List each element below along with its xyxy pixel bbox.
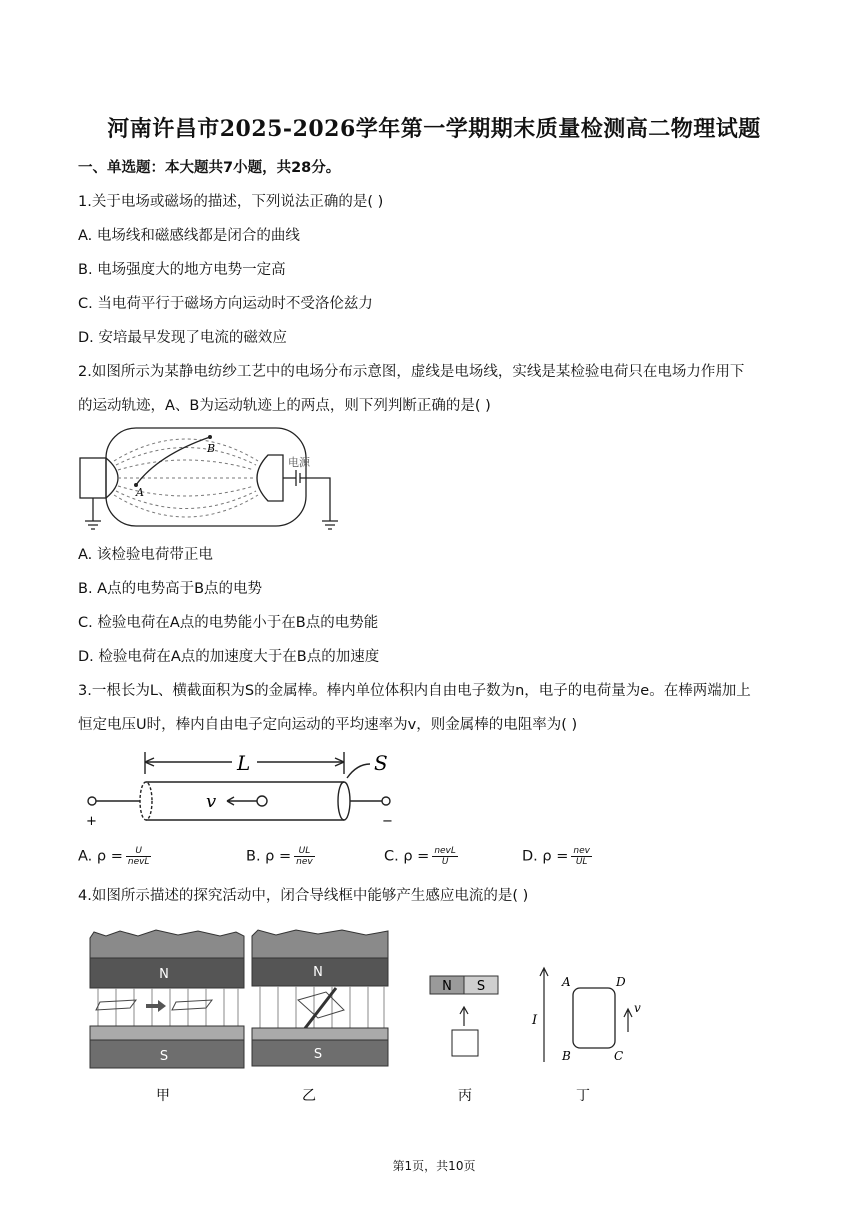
electric-field-figure <box>78 425 338 535</box>
q3-option-d-denominator: UL <box>575 857 588 867</box>
jia-label: 甲 <box>156 1088 170 1104</box>
q3-option-a-prefix: A. ρ = <box>78 848 123 865</box>
plus-terminal-label: + <box>86 814 97 829</box>
ding-point-b: B <box>562 1049 571 1063</box>
q3-option-a-fraction <box>126 846 152 867</box>
q3-option-b-numerator: UL <box>294 846 315 857</box>
q3-option-d <box>522 846 592 867</box>
q3-option-d-numerator: nev <box>573 846 590 856</box>
q3-option-c <box>384 846 458 867</box>
question-3-stem-line2: 恒定电压U时，棒内自由电子定向运动的平均速率为v，则金属棒的电阻率为( ) <box>78 717 578 733</box>
question-4-stem: 4.如图所示描述的探究活动中，闭合导线框中能够产生感应电流的是( ) <box>78 888 529 904</box>
question-1-stem: 1.关于电场或磁场的描述，下列说法正确的是( ) <box>78 194 384 210</box>
q3-option-a-numerator: U <box>126 846 152 857</box>
q3-option-a-denominator: nevL <box>127 857 150 867</box>
question-2-stem-line1: 2.如图所示为某静电纺纱工艺中的电场分布示意图，虚线是电场线，实线是某检验电荷只在电场力作用下 <box>78 364 745 380</box>
bing-label: 丙 <box>458 1088 472 1104</box>
figure-yi <box>252 930 388 1104</box>
ding-point-c: C <box>614 1049 624 1063</box>
jia-south-label: S <box>159 1049 169 1064</box>
q3-option-b <box>246 846 315 867</box>
q2-option-b: B. A点的电势高于B点的电势 <box>78 581 263 597</box>
yi-label: 乙 <box>302 1088 316 1104</box>
figure-bing <box>430 976 498 1104</box>
point-a-label: A <box>136 486 144 499</box>
jia-north-label: N <box>159 967 169 982</box>
ding-point-a: A <box>562 975 571 989</box>
page-footer: 第1页，共10页 <box>392 1159 476 1173</box>
q3-option-c-prefix: C. ρ = <box>384 848 430 865</box>
q2-option-a: A. 该检验电荷带正电 <box>78 547 213 563</box>
bing-north-label: N <box>442 979 452 994</box>
area-label: S <box>374 751 388 775</box>
ding-velocity-label: v <box>634 1001 641 1015</box>
q3-option-b-denominator: nev <box>296 857 313 867</box>
ding-current-label: I <box>532 1013 538 1028</box>
q2-option-c: C. 检验电荷在A点的电势能小于在B点的电势能 <box>78 615 379 631</box>
q1-option-d: D. 安培最早发现了电流的磁效应 <box>78 330 287 346</box>
velocity-label: v <box>206 791 217 812</box>
question-3-stem-line1: 3.一根长为L、横截面积为S的金属棒。棒内单位体积内自由电子数为n，电子的电荷量为e。在棒两端加上 <box>78 683 751 699</box>
page-title: 河南许昌市2025-2026学年第一学期期末质量检测高二物理试题 <box>107 116 761 142</box>
metal-rod-figure <box>82 750 402 830</box>
yi-north-label: N <box>313 965 323 980</box>
induction-figures <box>86 928 666 1113</box>
q3-option-d-fraction <box>571 846 592 867</box>
q2-option-d: D. 检验电荷在A点的加速度大于在B点的加速度 <box>78 649 380 665</box>
bing-south-label: S <box>476 979 486 994</box>
q3-option-a <box>78 846 151 867</box>
ding-point-d: D <box>616 975 626 989</box>
q3-option-b-prefix: B. ρ = <box>246 848 292 865</box>
section-heading: 一、单选题：本大题共7小题，共28分。 <box>78 160 341 176</box>
point-b-label: B <box>207 442 216 455</box>
ding-label: 丁 <box>576 1088 590 1104</box>
q1-option-a: A. 电场线和磁感线都是闭合的曲线 <box>78 228 300 244</box>
q3-option-c-numerator: nevL <box>434 846 456 856</box>
length-label: L <box>237 751 251 775</box>
q3-option-b-fraction <box>294 846 315 867</box>
question-2-stem-line2: 的运动轨迹，A、B为运动轨迹上的两点，则下列判断正确的是( ) <box>78 398 491 414</box>
power-source-label: 电源 <box>288 456 310 469</box>
q3-option-d-prefix: D. ρ = <box>522 848 569 865</box>
minus-terminal-label: − <box>382 814 393 829</box>
figure-jia <box>90 930 244 1104</box>
q3-option-c-denominator: U <box>441 857 449 867</box>
q1-option-c: C. 当电荷平行于磁场方向运动时不受洛伦兹力 <box>78 296 373 312</box>
q1-option-b: B. 电场强度大的地方电势一定高 <box>78 262 286 278</box>
yi-south-label: S <box>313 1047 323 1062</box>
q3-option-c-fraction <box>432 846 458 867</box>
figure-ding <box>531 968 641 1104</box>
